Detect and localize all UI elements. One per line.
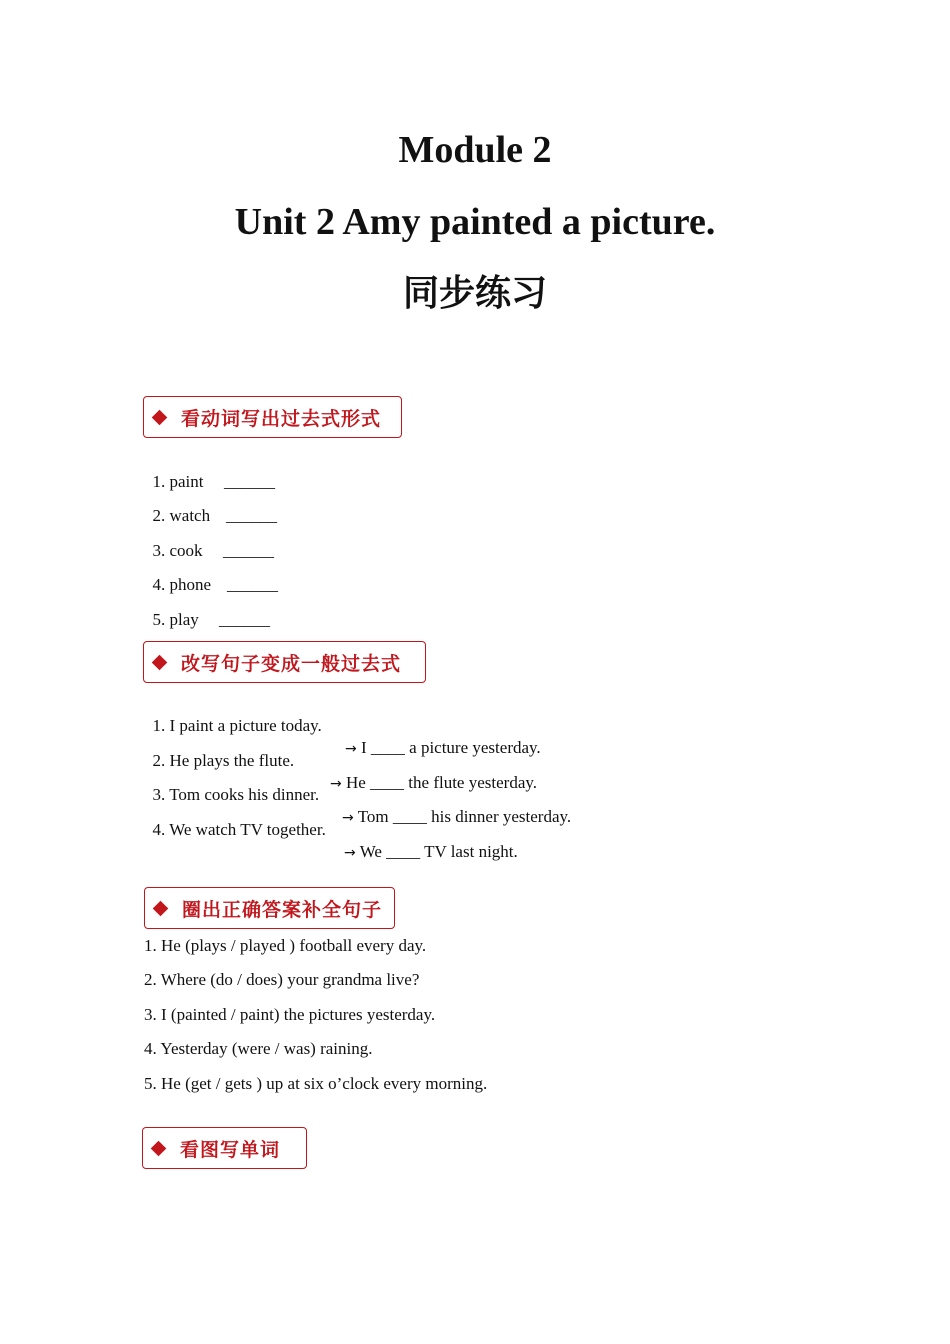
target-text: He ____ the flute yesterday. (345, 773, 538, 792)
target-sentence (344, 841, 518, 864)
section-header-circle-answer (144, 887, 395, 929)
answer-blank: ______ (226, 506, 277, 525)
list-item: 4. Yesterday (were / was) raining. (144, 1039, 373, 1058)
list-item: 1. He (plays / played ) football every day. (144, 936, 427, 955)
target-sentence (345, 737, 541, 760)
section-header-rewrite-past (143, 641, 426, 683)
diamond-icon (152, 654, 168, 670)
arrow-icon: → (345, 741, 357, 757)
target-sentence (342, 806, 571, 829)
section-label: 圈出正确答案补全句子 (182, 898, 383, 921)
target-text: We ____ TV last night. (359, 842, 518, 861)
answer-blank: ______ (219, 610, 270, 629)
module-title: Module 2 (398, 129, 552, 171)
verb-text: 3. cook (152, 541, 203, 560)
diamond-icon (151, 1140, 167, 1156)
source-sentence: 4. We watch TV together. (152, 820, 326, 839)
verb-text: 4. phone (152, 575, 212, 594)
arrow-icon: → (344, 845, 356, 861)
section-label: 改写句子变成一般过去式 (181, 652, 402, 675)
diamond-icon (153, 900, 169, 916)
list-item (144, 587, 270, 631)
section-header-past-tense-forms (143, 396, 402, 438)
verb-text: 1. paint (152, 472, 204, 491)
unit-title: Unit 2 Amy painted a picture. (234, 201, 716, 243)
list-item: 2. Where (do / does) your grandma live? (144, 970, 420, 989)
answer-blank: ______ (224, 472, 275, 491)
list-item: 5. He (get / gets ) up at six o’clock every morning. (144, 1074, 488, 1093)
answer-blank: ______ (223, 541, 274, 560)
arrow-icon: → (342, 810, 354, 826)
list-item: 3. I (painted / paint) the pictures yesterday. (144, 1005, 436, 1024)
section-label: 看动词写出过去式形式 (181, 407, 382, 430)
source-sentence: 3. Tom cooks his dinner. (152, 785, 320, 804)
verb-text: 5. play (152, 610, 199, 629)
arrow-icon: → (330, 776, 342, 792)
section-header-picture-words (142, 1127, 307, 1169)
source-sentence: 2. He plays the flute. (152, 751, 295, 770)
verb-text: 2. watch (152, 506, 211, 525)
source-sentence: 1. I paint a picture today. (152, 716, 322, 735)
section-label: 看图写单词 (180, 1138, 281, 1161)
diamond-icon (152, 409, 168, 425)
page-subtitle: 同步练习 (402, 273, 547, 314)
target-sentence (330, 772, 537, 795)
answer-blank: ______ (227, 575, 278, 594)
target-text: I ____ a picture yesterday. (360, 738, 541, 757)
target-text: Tom ____ his dinner yesterday. (357, 807, 572, 826)
